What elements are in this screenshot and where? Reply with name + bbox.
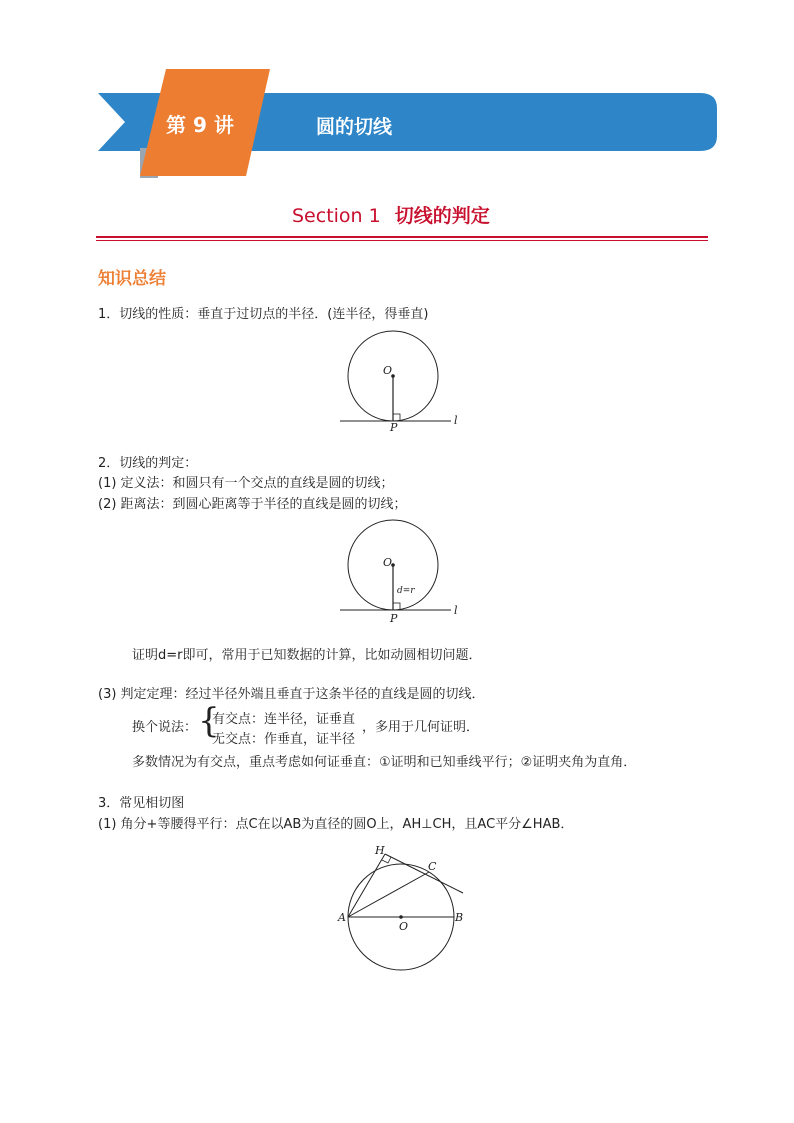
item-tangent-property: 1．切线的性质：垂直于过切点的半径．(连半径，得垂直) (98, 307, 429, 322)
figure-distance-method (330, 518, 470, 628)
fig2-label-distance: d=r (397, 586, 415, 596)
figure-angle-bisector (336, 840, 476, 975)
fig3-label-O: O (399, 920, 409, 933)
fig2-label-center: O (383, 556, 393, 569)
fig3-tangent-HC (385, 854, 463, 893)
fig3-segment-AC (348, 872, 429, 917)
item-theorem-method: (3) 判定定理：经过半径外端且垂直于这条半径的直线是圆的切线． (98, 687, 485, 702)
lecture-number: 第 9 讲 (166, 113, 234, 137)
fig3-center-dot (399, 915, 403, 919)
method-brace: { (198, 701, 220, 741)
fig3-label-A: A (338, 911, 346, 924)
method-without-intersection: 无交点：作垂直，证半径 (212, 732, 356, 747)
section-rule-thick (96, 236, 708, 238)
item-definition-method: (1) 定义法：和圆只有一个交点的直线是圆的切线； (98, 476, 394, 491)
fig3-right-angle-mark (382, 857, 391, 863)
lecture-banner (0, 60, 794, 180)
fig3-label-H: H (375, 844, 385, 857)
section-label: Section 1 (292, 205, 381, 227)
summary-heading: 知识总结 (98, 269, 166, 289)
item-distance-method: (2) 距离法：到圆心距离等于半径的直线是圆的切线； (98, 497, 407, 512)
method-suffix: ，多用于几何证明． (362, 720, 480, 735)
fig3-label-C: C (428, 860, 437, 873)
fig2-label-line: l (454, 604, 458, 617)
fig2-right-angle-mark (393, 603, 400, 610)
item-distance-note: 证明d=r即可，常用于已知数据的计算，比如动圆相切问题． (132, 648, 482, 663)
method-with-intersection: 有交点：连半径，证垂直 (212, 712, 356, 727)
fig1-label-line: l (454, 414, 458, 427)
figure-tangent-property (330, 330, 470, 436)
fig1-label-point: P (390, 421, 398, 434)
item-common-figures: 3．常见相切图 (98, 796, 185, 811)
fig3-segment-AH (348, 854, 385, 917)
section-rule-thin (96, 240, 708, 241)
section-title: 切线的判定 (394, 205, 490, 227)
fig3-label-B: B (455, 911, 464, 924)
item-tangent-criteria: 2．切线的判定： (98, 456, 198, 471)
item-proof-strategy: 多数情况为有交点，重点考虑如何证垂直：①证明和已知垂线平行；②证明夹角为直角． (132, 755, 637, 770)
fig1-right-angle-mark (393, 414, 400, 421)
method-prefix: 换个说法： (132, 720, 198, 735)
section-heading (292, 201, 490, 228)
fig2-label-point: P (390, 612, 398, 625)
fig1-label-center: O (383, 364, 393, 377)
lecture-title: 圆的切线 (316, 116, 393, 138)
item-angle-bisector-case: (1) 角分+等腰得平行：点C在以AB为直径的圆O上，AH⊥CH，且AC平分∠HAB． (98, 817, 574, 832)
